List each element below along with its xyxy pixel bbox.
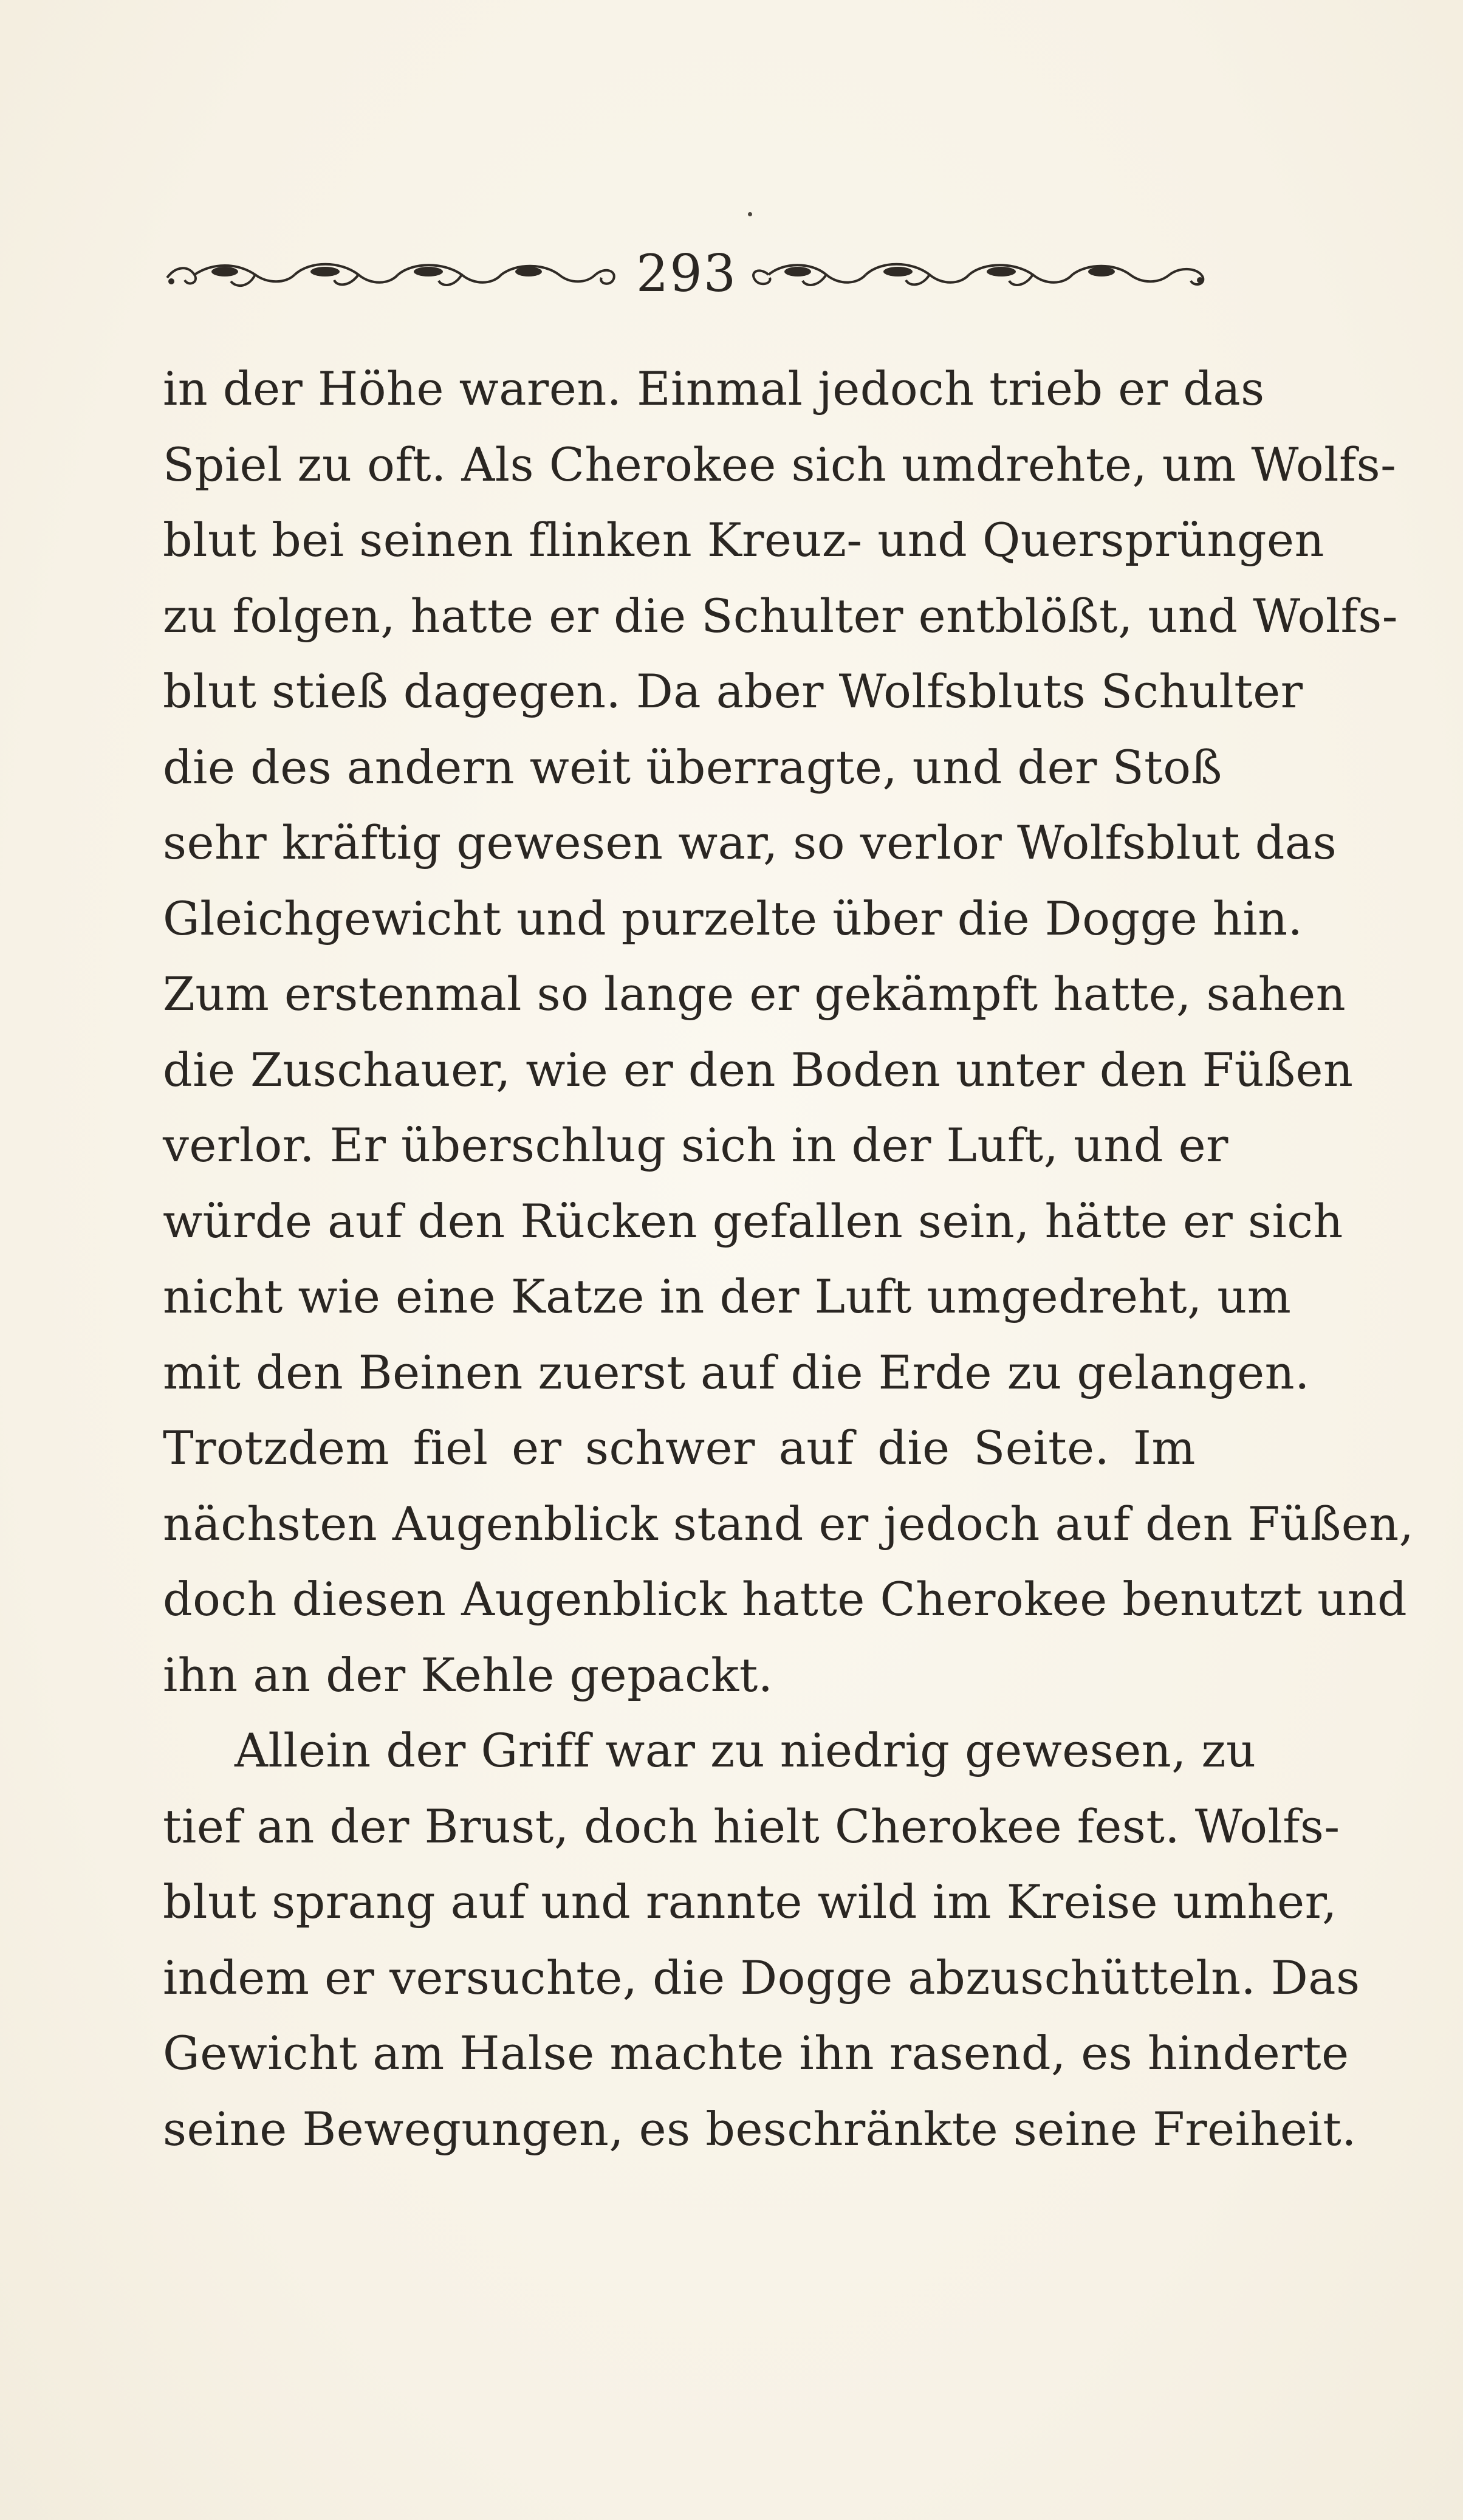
text-line: die des andern weit überragte, und der Stoß	[163, 740, 1222, 794]
scroll-ornament-icon	[164, 253, 620, 296]
text-line: nächsten Augenblick stand er jedoch auf den Füßen,	[163, 1496, 1414, 1551]
page-number: 293	[636, 244, 738, 303]
print-speck	[748, 212, 752, 216]
text-line: ihn an der Kehle gepackt.	[163, 1647, 773, 1702]
text-line: würde auf den Rücken gefallen sein, hätte er sich	[163, 1193, 1343, 1248]
text-line: Zum erstenmal so lange er gekämpft hatte, sahen	[163, 967, 1346, 1021]
text-line: zu folgen, hatte er die Schulter entblößt, und Wolfs-	[163, 588, 1398, 643]
text-line: nicht wie eine Katze in der Luft umgedreht, um	[163, 1269, 1292, 1324]
text-line: verlor. Er überschlug sich in der Luft, und er	[163, 1118, 1228, 1172]
page-header	[164, 240, 1209, 313]
text-line: mit den Beinen zuerst auf die Erde zu gelangen.	[163, 1345, 1310, 1399]
text-line: indem er versuchte, die Dogge abzuschütteln. Das	[163, 1950, 1360, 2005]
text-line: sehr kräftig gewesen war, so verlor Wolfsblut das	[163, 815, 1337, 870]
text-line: blut sprang auf und rannte wild im Kreise umher,	[163, 1875, 1337, 1929]
body-text	[163, 351, 1414, 2167]
text-line: in der Höhe waren. Einmal jedoch trieb er das	[163, 362, 1265, 416]
text-line: blut bei seinen flinken Kreuz- und Quersprüngen	[163, 513, 1324, 567]
text-line: Gleichgewicht und purzelte über die Dogge hin.	[163, 891, 1303, 946]
text-line: blut stieß dagegen. Da aber Wolfsbluts Schulter	[163, 664, 1303, 718]
text-line: doch diesen Augenblick hatte Cherokee benutzt und	[163, 1572, 1408, 1626]
text-line: Trotzdem fiel er schwer auf die Seite. Im	[163, 1421, 1196, 1475]
text-line: Spiel zu oft. Als Cherokee sich umdrehte, um Wolfs-	[163, 437, 1397, 492]
scroll-ornament-icon	[750, 253, 1209, 296]
text-line: die Zuschauer, wie er den Boden unter den Füßen	[163, 1042, 1354, 1097]
text-line: Gewicht am Halse machte ihn rasend, es hinderte	[163, 2026, 1349, 2080]
text-line: seine Bewegungen, es beschränkte seine Freiheit.	[163, 2101, 1357, 2156]
text-line: tief an der Brust, doch hielt Cherokee fest. Wolfs-	[163, 1799, 1340, 1853]
text-line: Allein der Griff war zu niedrig gewesen, zu	[235, 1723, 1256, 1777]
